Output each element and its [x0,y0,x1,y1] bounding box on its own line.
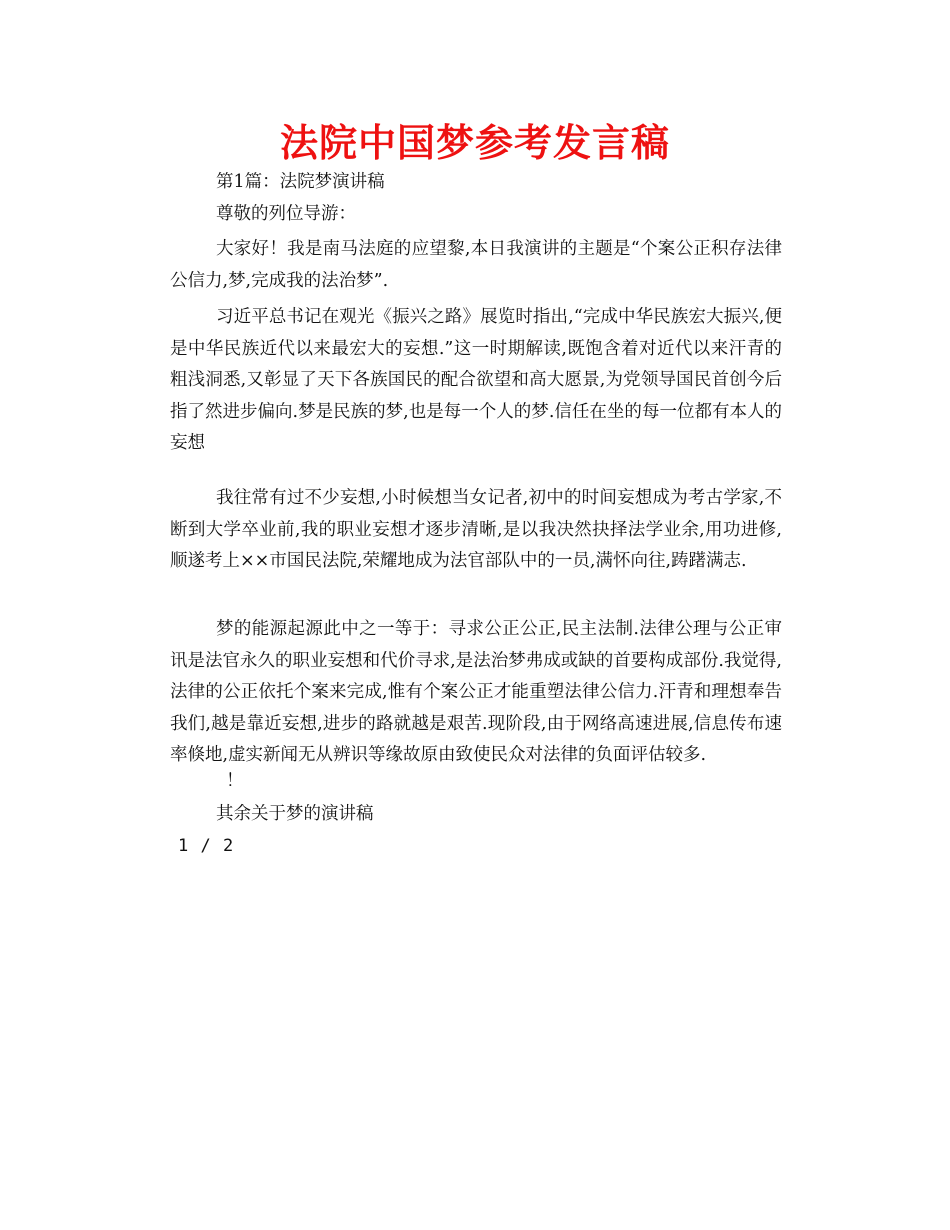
paragraph-2: 习近平总书记在观光《振兴之路》展览时指出,“完成中华民族宏大振兴,便是中华民族近代以来最宏大的妄想.”这一时期解读,既饱含着对近代以来汗青的粗浅洞悉,又彰显了天下各族国民的配合欲望和高大愿景,为党领导国民首创今后指了然进步偏向.梦是民族的梦,也是每一个人的梦.信任在坐的每一位都有本人的妄想 [170,307,782,453]
paragraph-3: 我往常有过不少妄想,小时候想当女记者,初中的时间妄想成为考古学家,不断到大学卒业前,我的职业妄想才逐步清晰,是以我决然抉择法学业余,用功进修,顺遂考上××市国民法院,荣耀地成为法官部队中的一员,满怀向往,踌躇满志. [170,488,782,571]
page-number: 1 / 2 [178,836,235,856]
paragraph-4: 梦的能源起源此中之一等于：寻求公正公正,民主法制.法律公理与公正审讯是法官永久的职业妄想和代价寻求,是法治梦弗成或缺的首要构成部份.我觉得,法律的公正依托个案来完成,惟有个案公正才能重塑法律公信力.汗青和理想奉告我们,越是靠近妄想,进步的路就越是艰苦.现阶段,由于网络高速进展,信息传布速率倏地,虚实新闻无从辨识等缘故原由致使民众对法律的负面评估较多. [170,619,782,765]
document-title: 法院中国梦参考发言稿 [279,121,670,165]
exclamation-line: ！ [226,771,244,791]
paragraph-1: 大家好！我是南马法庭的应望黎,本日我演讲的主题是“个案公正积存法律公信力,梦,完成我的法治梦”. [170,239,782,291]
section-heading: 第1篇：法院梦演讲稿 [216,172,385,192]
greeting-line: 尊敬的列位导游： [216,204,356,224]
closing-line: 其余关于梦的演讲稿 [216,804,374,824]
